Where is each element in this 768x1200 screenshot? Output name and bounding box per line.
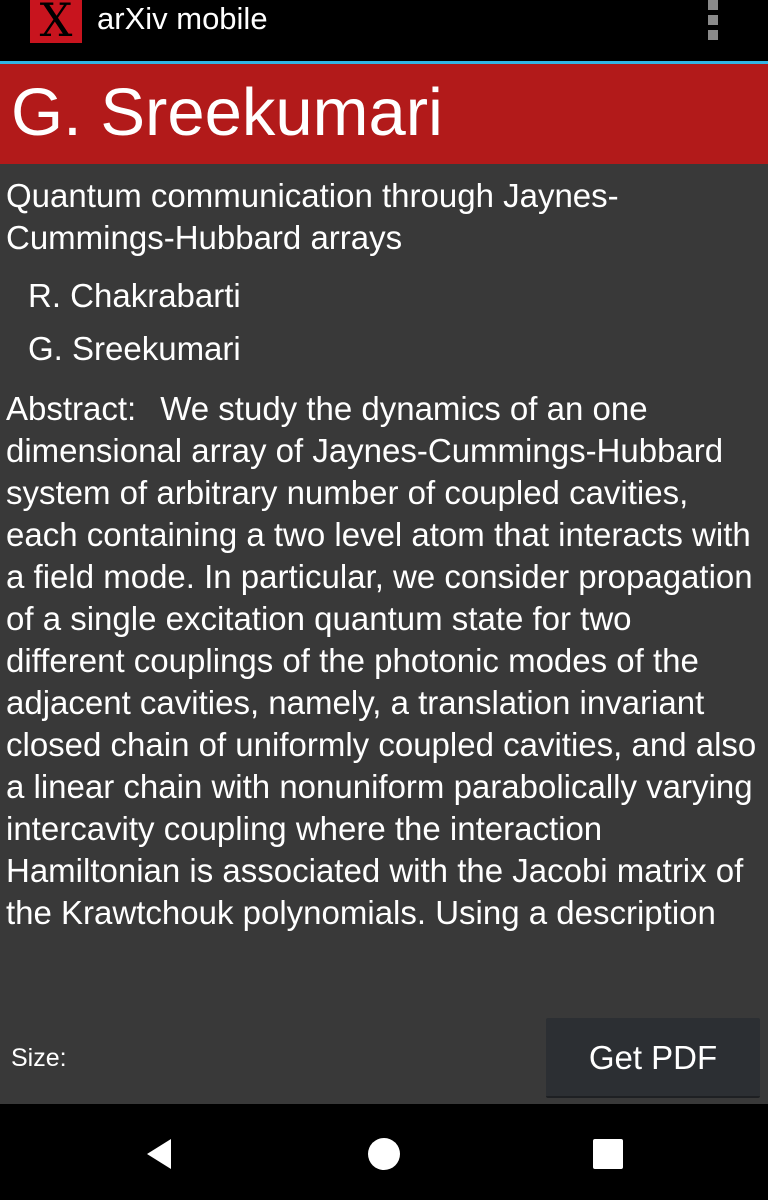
abstract-label: Abstract: (6, 390, 137, 427)
size-label: Size: (11, 1044, 67, 1072)
author-name-heading: G. Sreekumari (11, 75, 443, 150)
paper-title: Quantum communication through Jaynes-Cummings-Hubbard arrays (6, 177, 619, 256)
recents-icon (588, 1134, 628, 1174)
system-nav-bar (0, 1104, 768, 1200)
author-item[interactable]: G. Sreekumari (28, 330, 241, 367)
overflow-dot (708, 15, 718, 25)
overflow-dot (708, 0, 718, 10)
back-button[interactable] (110, 1104, 210, 1200)
recents-button[interactable] (558, 1104, 658, 1200)
overflow-menu-icon[interactable] (700, 0, 726, 40)
get-pdf-button[interactable]: Get PDF (546, 1018, 760, 1098)
home-icon (364, 1134, 404, 1174)
paper-content (6, 175, 758, 931)
overflow-dot (708, 30, 718, 40)
app-title: arXiv mobile (97, 1, 268, 36)
abstract-text: We study the dynamics of an one dimensional array of Jaynes-Cummings-Hubbard system of arbitrary number of coupled cavities, each containing a two level atom that interacts with a field mode. In particular, we consider propagation of a single excitation quantum state for two different couplings of the photonic modes of the adjacent cavities, namely, a translation invariant closed chain of uniformly coupled cavities, and also a linear chain with nonuniform parabolically varying intercavity coupling where the interaction Hamiltonian is associated with the Jacobi matrix of the Krawtchouk polynomials. Using a description (6, 390, 757, 931)
abstract (6, 388, 758, 931)
arxiv-logo-glyph: X (39, 0, 73, 47)
back-icon (140, 1134, 180, 1174)
arxiv-logo-icon[interactable] (30, 0, 82, 47)
action-bar (0, 0, 768, 61)
home-button[interactable] (334, 1104, 434, 1200)
author-list (6, 269, 758, 375)
author-item[interactable]: R. Chakrabarti (28, 277, 241, 314)
author-header (0, 64, 768, 164)
